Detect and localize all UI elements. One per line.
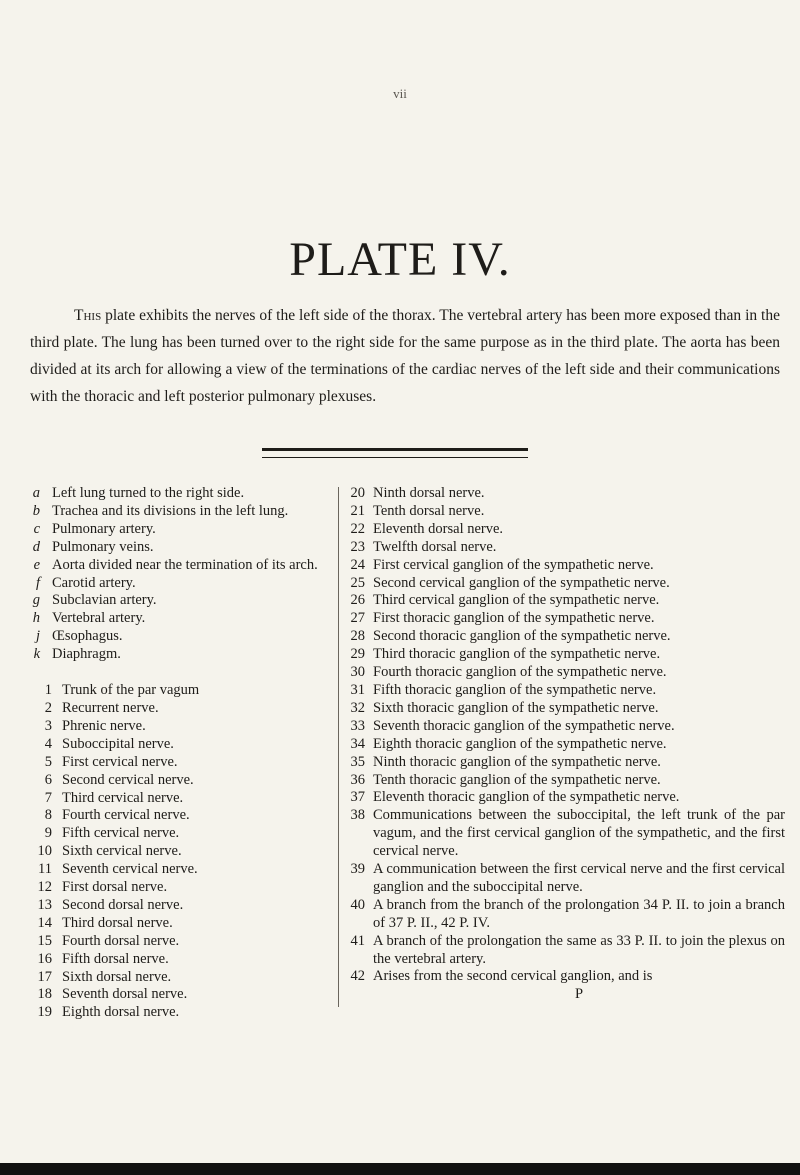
legend-key: 1 [44,682,52,699]
legend-description: Fifth cervical nerve. [62,825,180,842]
legend-entry [345,646,785,664]
legend-entry [345,575,785,593]
legend-entry [345,664,785,682]
legend-description: Pulmonary artery. [52,520,156,537]
legend-entry [30,503,335,521]
legend-description: Third dorsal nerve. [62,914,173,931]
legend-entry [30,825,335,843]
legend-entry [345,968,785,986]
legend-key: 6 [44,771,52,788]
bottom-edge-bar [0,1163,800,1175]
legend-description: Recurrent nerve. [62,699,159,716]
legend-description: Eleventh thoracic ganglion of the sympathetic nerve. [373,789,680,806]
legend-entry [345,736,785,754]
legend-key: 14 [37,914,52,931]
legend-key: 10 [37,843,52,860]
legend-entry [30,754,335,772]
legend-key: 41 [350,932,365,949]
intro-first-word: This [74,307,102,324]
legend-entry [30,592,335,610]
legend-description: Aorta divided near the termination of its arch. [52,556,318,573]
legend-entry [30,682,335,700]
legend-description: Communications between the suboccipital, the left trunk of the par vagum, and the first cervical ganglion of the sympathetic, and the first cervical nerve. [373,807,785,860]
legend-description: Third thoracic ganglion of the sympathetic nerve. [373,646,661,663]
legend-entry [345,789,785,807]
legend-description: Eighth dorsal nerve. [62,1004,180,1021]
legend-key: d [32,538,40,555]
legend-key: 17 [37,968,52,985]
legend-description: First cervical nerve. [62,753,178,770]
legend-entry [345,485,785,503]
legend-left-column [30,485,335,1022]
legend-description: Seventh thoracic ganglion of the sympathetic nerve. [373,717,675,734]
legend-key: 34 [350,735,365,752]
legend-description: Left lung turned to the right side. [52,485,245,501]
legend-key: 25 [350,574,365,591]
legend-description: Trachea and its divisions in the left lung. [52,502,289,519]
legend-description: First dorsal nerve. [62,879,168,896]
legend-entry [30,539,335,557]
legend-description: Phrenic nerve. [62,717,146,734]
legend-description: Fifth dorsal nerve. [62,950,169,967]
legend-entry [30,521,335,539]
legend-gap [30,664,335,682]
legend-description: Sixth cervical nerve. [62,843,182,860]
legend-description: Second cervical nerve. [62,771,194,788]
legend-entry [345,772,785,790]
legend-entry [345,557,785,575]
legend-key: 2 [44,699,52,716]
legend-key: 11 [38,861,52,878]
intro-text: plate exhibits the nerves of the left side of the thorax. The vertebral artery has been more exposed than in the third plate. The lung has been turned over to the right side for the same purpose as in the third plate. The aorta has been divided at its arch for allowing a view of the terminations of the cardiac nerves of the left side and their communications with the thoracic and left posterior pulmonary plexuses. [30,307,780,405]
legend-key: k [33,646,40,663]
legend-description: Ninth dorsal nerve. [373,485,485,501]
legend-entry [345,521,785,539]
legend-key: 35 [350,753,365,770]
legend-key: 22 [350,520,365,537]
legend-key: 27 [350,610,365,627]
legend-key: b [32,502,40,519]
legend-description: Fourth thoracic ganglion of the sympathetic nerve. [373,664,667,681]
legend-description: Tenth dorsal nerve. [373,502,485,519]
legend-description: Twelfth dorsal nerve. [373,538,497,555]
legend-description: Arises from the second cervical ganglion, and is [373,968,653,985]
legend-description: Eighth thoracic ganglion of the sympathetic nerve. [373,735,667,752]
column-divider [338,487,339,1007]
legend-entry [30,790,335,808]
legend-description: Second cervical ganglion of the sympathetic nerve. [373,574,670,591]
number-legend-list-left [30,682,335,1022]
legend-description: Seventh dorsal nerve. [62,986,188,1003]
double-rule-divider [262,448,528,458]
legend-key: j [35,628,40,645]
legend-description: First cervical ganglion of the sympathetic nerve. [373,556,654,573]
legend-entry [345,861,785,897]
legend-entry [345,539,785,557]
legend-entry [30,736,335,754]
legend-description: Second thoracic ganglion of the sympathetic nerve. [373,628,671,645]
legend-description: Trunk of the par vagum [62,682,200,699]
legend-entry [345,628,785,646]
legend-entry [30,843,335,861]
legend-key: 30 [350,664,365,681]
legend-key: f [35,574,40,591]
legend-key: 5 [44,753,52,770]
legend-key: 23 [350,538,365,555]
legend-key: 7 [44,789,52,806]
legend-key: 15 [37,932,52,949]
legend-key: 16 [37,950,52,967]
legend-entry [345,503,785,521]
legend-key: 40 [350,896,365,913]
legend-key: 20 [350,485,365,501]
legend-entry [30,575,335,593]
legend-key: 4 [44,735,52,752]
legend-description: Carotid artery. [52,574,136,591]
legend-key: 39 [350,861,365,878]
legend-key: 31 [350,681,365,698]
legend-entry [345,682,785,700]
legend-entry [345,700,785,718]
legend-entry [30,933,335,951]
legend-key: 8 [44,807,52,824]
legend-key: 24 [350,556,365,573]
legend-entry [345,897,785,933]
legend-description: Third cervical ganglion of the sympathetic nerve. [373,592,660,609]
legend-description: Sixth thoracic ganglion of the sympathetic nerve. [373,699,659,716]
legend-key: a [32,485,40,501]
legend-key: 37 [350,789,365,806]
legend-key: 9 [44,825,52,842]
legend-entry [30,557,335,575]
letter-legend-list [30,485,335,664]
legend-description: A communication between the first cervical nerve and the first cervical ganglion and the suboccipital nerve. [373,861,785,895]
legend-entry [30,986,335,1004]
legend-entry [30,969,335,987]
legend-entry [345,933,785,969]
legend-description: A branch from the branch of the prolongation 34 P. II. to join a branch of 37 P. II., 42 P. IV. [373,896,785,931]
legend-description: A branch of the prolongation the same as 33 P. II. to join the plexus on the vertebral artery. [373,932,785,967]
legend-key: 28 [350,628,365,645]
legend-description: First thoracic ganglion of the sympathetic nerve. [373,610,655,627]
legend-key: 36 [350,771,365,788]
legend-description: Fourth dorsal nerve. [62,932,180,949]
legend-key: 13 [37,896,52,913]
legend-key: 32 [350,699,365,716]
legend-entry [30,951,335,969]
legend-entry [345,754,785,772]
legend-description: Seventh cervical nerve. [62,861,198,878]
number-legend-list-right [345,485,785,986]
legend-key: 21 [350,502,365,519]
legend-description: Subclavian artery. [52,592,157,609]
legend-entry [30,1004,335,1022]
legend-entry [30,610,335,628]
legend-right-column [345,485,785,1004]
legend-key: 38 [350,807,365,824]
plate-title: PLATE IV. [289,233,511,286]
legend-key: e [33,556,40,573]
legend-key: g [32,592,40,609]
legend-entry [30,915,335,933]
legend-entry [345,592,785,610]
legend-entry [30,861,335,879]
legend-description: Third cervical nerve. [62,789,184,806]
legend-description: Pulmonary veins. [52,538,154,555]
legend-entry [30,897,335,915]
legend-entry [345,718,785,736]
page-number: vii [393,86,407,101]
legend-key: 26 [350,592,365,609]
intro-paragraph [30,302,780,410]
legend-entry [30,628,335,646]
legend-key: 19 [37,1004,52,1021]
continuation-mark: P [574,986,584,1003]
legend-key: 18 [37,986,52,1003]
legend-entry [30,700,335,718]
legend-description: Tenth thoracic ganglion of the sympathetic nerve. [373,771,661,788]
legend-description: Vertebral artery. [52,610,146,627]
legend-entry [30,718,335,736]
legend-description: Second dorsal nerve. [62,896,184,913]
legend-entry [30,772,335,790]
legend-description: Sixth dorsal nerve. [62,968,172,985]
legend-key: 42 [350,968,365,985]
legend-entry [345,807,785,861]
legend-description: Diaphragm. [52,646,121,663]
legend-entry [345,610,785,628]
legend-entry [30,485,335,503]
legend-key: 3 [44,717,52,734]
legend-key: 12 [37,879,52,896]
legend-description: Suboccipital nerve. [62,735,174,752]
legend-description: Fourth cervical nerve. [62,807,190,824]
legend-description: Eleventh dorsal nerve. [373,520,504,537]
legend-entry [30,879,335,897]
legend-description: Fifth thoracic ganglion of the sympathetic nerve. [373,681,657,698]
legend-description: Œsophagus. [52,628,123,645]
legend-key: 29 [350,646,365,663]
legend-entry [30,807,335,825]
legend-entry [30,646,335,664]
legend-key: c [33,520,40,537]
legend-key: 33 [350,717,365,734]
legend-description: Ninth thoracic ganglion of the sympathetic nerve. [373,753,661,770]
legend-key: h [32,610,40,627]
